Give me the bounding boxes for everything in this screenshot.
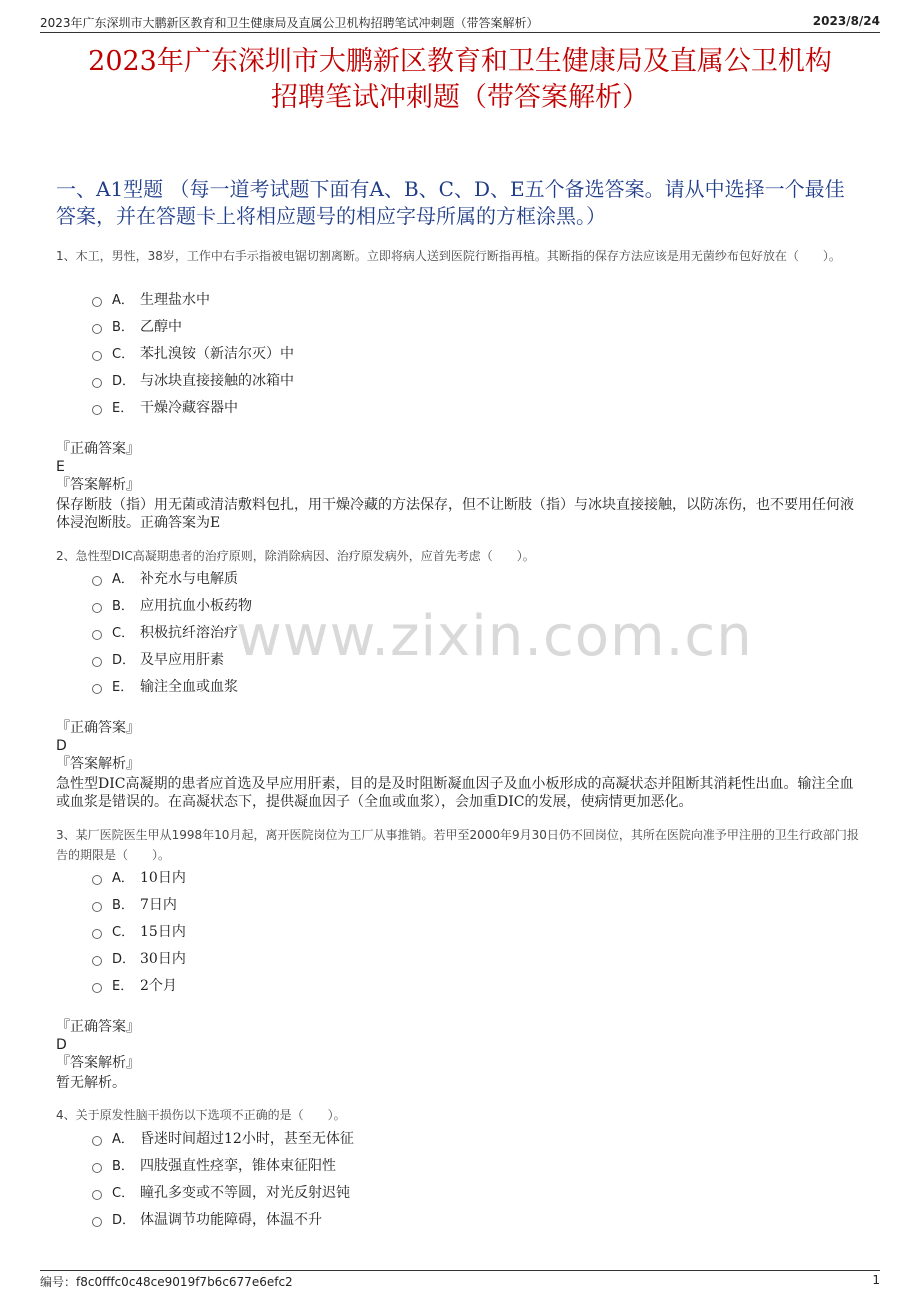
radio-icon[interactable] — [92, 1217, 102, 1227]
correct-answer-label: 『正确答案』 — [56, 720, 140, 736]
option-key: C． — [112, 925, 135, 940]
option-key: E． — [112, 979, 134, 994]
question-stem-1: 1、木工，男性，38岁，工作中右手示指被电锯切割离断。立即将病人送到医院行断指再植。其断指的保存方法应该是用无菌纱布包好放在（ ）。 — [56, 249, 841, 263]
option-4-b[interactable] — [92, 1151, 354, 1178]
document-title — [40, 44, 880, 116]
option-key: E． — [112, 680, 134, 695]
radio-icon[interactable] — [92, 684, 102, 694]
watermark: www.zixin.com.cn — [236, 604, 753, 669]
question-options-3 — [92, 863, 186, 998]
option-key: D． — [112, 952, 136, 967]
option-key: C． — [112, 626, 135, 641]
option-text: 7日内 — [140, 896, 177, 913]
option-text: 干燥冷藏容器中 — [140, 399, 238, 416]
option-1-d[interactable] — [92, 366, 294, 393]
option-key: C． — [112, 347, 135, 362]
option-key: D． — [112, 374, 136, 389]
option-text: 2个月 — [140, 977, 177, 994]
option-key: B． — [112, 1159, 134, 1174]
correct-answer-value: E — [56, 459, 65, 475]
option-text: 输注全血或血浆 — [140, 678, 238, 695]
option-2-c[interactable] — [92, 618, 252, 645]
option-text: 瞳孔多变或不等圆，对光反射迟钝 — [140, 1184, 350, 1201]
option-text: 体温调节功能障碍，体温不升 — [140, 1211, 322, 1228]
radio-icon[interactable] — [92, 405, 102, 415]
option-text: 30日内 — [140, 950, 186, 967]
radio-icon[interactable] — [92, 875, 102, 885]
radio-icon[interactable] — [92, 902, 102, 912]
correct-answer-value: D — [56, 738, 67, 754]
option-1-e[interactable] — [92, 393, 294, 420]
radio-icon[interactable] — [92, 1163, 102, 1173]
option-2-d[interactable] — [92, 645, 252, 672]
radio-icon[interactable] — [92, 378, 102, 388]
option-2-e[interactable] — [92, 672, 252, 699]
option-key: A． — [112, 293, 134, 308]
question-stem-4: 4、关于原发性脑干损伤以下选项不正确的是（ ）。 — [56, 1108, 346, 1122]
document-title-line-1: 2023年广东深圳市大鹏新区教育和卫生健康局及直属公卫机构 — [88, 46, 832, 77]
option-key: B． — [112, 599, 134, 614]
document-id: 编号：f8c0fffc0c48ce9019f7b6c677e6efc2 — [40, 1275, 293, 1289]
option-text: 补充水与电解质 — [140, 570, 238, 587]
radio-icon[interactable] — [92, 657, 102, 667]
explanation-label: 『答案解析』 — [56, 1055, 140, 1071]
explanation-label: 『答案解析』 — [56, 756, 140, 772]
section-heading: 一、A1型题 （每一道考试题下面有A、B、C、D、E五个备选答案。请从中选择一个最佳答案，并在答题卡上将相应题号的相应字母所属的方框涂黑。） — [56, 177, 845, 228]
option-text: 10日内 — [140, 869, 186, 886]
option-2-a[interactable] — [92, 564, 252, 591]
document-title-line-2: 招聘笔试冲刺题（带答案解析） — [271, 82, 649, 113]
page-header — [40, 12, 880, 33]
option-key: A． — [112, 572, 134, 587]
option-text: 昏迷时间超过12小时，甚至无体征 — [140, 1130, 354, 1147]
option-4-d[interactable] — [92, 1205, 354, 1232]
option-key: C． — [112, 1186, 135, 1201]
option-text: 苯扎溴铵（新洁尔灭）中 — [140, 345, 294, 362]
question-options-2 — [92, 564, 252, 699]
question-options-1 — [92, 285, 294, 420]
explanation-text: 保存断肢（指）用无菌或清洁敷料包扎，用干燥冷藏的方法保存，但不让断肢（指）与冰块直接接触，以防冻伤，也不要用任何液体浸泡断肢。正确答案为E — [56, 497, 854, 531]
explanation-label: 『答案解析』 — [56, 477, 140, 493]
option-3-e[interactable] — [92, 971, 186, 998]
page-number: 1 — [872, 1273, 880, 1287]
option-key: A． — [112, 871, 134, 886]
radio-icon[interactable] — [92, 1190, 102, 1200]
option-key: E． — [112, 401, 134, 416]
question-options-4 — [92, 1124, 354, 1232]
page-footer — [40, 1270, 880, 1291]
option-text: 生理盐水中 — [140, 291, 210, 308]
radio-icon[interactable] — [92, 1136, 102, 1146]
question-stem-3: 3、某厂医院医生甲从1998年10月起，离开医院岗位为工厂从事推销。若甲至2000年9月30日仍不回岗位，其所在医院向准予甲注册的卫生行政部门报告的期限是（ ）。 — [56, 828, 859, 862]
option-3-a[interactable] — [92, 863, 186, 890]
option-text: 及早应用肝素 — [140, 651, 224, 668]
correct-answer-label: 『正确答案』 — [56, 441, 140, 457]
option-text: 15日内 — [140, 923, 186, 940]
option-1-b[interactable] — [92, 312, 294, 339]
option-key: D． — [112, 1213, 136, 1228]
option-4-c[interactable] — [92, 1178, 354, 1205]
option-text: 积极抗纤溶治疗 — [140, 624, 238, 641]
correct-answer-label: 『正确答案』 — [56, 1019, 140, 1035]
radio-icon[interactable] — [92, 576, 102, 586]
option-3-b[interactable] — [92, 890, 186, 917]
radio-icon[interactable] — [92, 983, 102, 993]
question-stem-2: 2、急性型DIC高凝期患者的治疗原则，除消除病因、治疗原发病外，应首先考虑（ ）。 — [56, 549, 535, 563]
radio-icon[interactable] — [92, 603, 102, 613]
answer-block-1 — [56, 440, 864, 532]
radio-icon[interactable] — [92, 630, 102, 640]
option-3-d[interactable] — [92, 944, 186, 971]
option-1-c[interactable] — [92, 339, 294, 366]
radio-icon[interactable] — [92, 956, 102, 966]
radio-icon[interactable] — [92, 324, 102, 334]
header-date: 2023/8/24 — [812, 14, 880, 28]
option-key: B． — [112, 320, 134, 335]
option-key: A． — [112, 1132, 134, 1147]
option-text: 乙醇中 — [140, 318, 182, 335]
explanation-text: 急性型DIC高凝期的患者应首选及早应用肝素，目的是及时阻断凝血因子及血小板形成的高凝状态并阻断其消耗性出血。输注全血或血浆是错误的。在高凝状态下，提供凝血因子（全血或血浆），会加重DIC的发展，使病情更加恶化。 — [56, 776, 854, 810]
option-text: 与冰块直接接触的冰箱中 — [140, 372, 294, 389]
option-4-a[interactable] — [92, 1124, 354, 1151]
answer-block-2 — [56, 719, 864, 811]
option-text: 四肢强直性痉挛，锥体束征阳性 — [140, 1157, 336, 1174]
explanation-text: 暂无解析。 — [56, 1075, 126, 1091]
radio-icon[interactable] — [92, 351, 102, 361]
correct-answer-value: D — [56, 1037, 67, 1053]
radio-icon[interactable] — [92, 929, 102, 939]
option-key: D． — [112, 653, 136, 668]
option-2-b[interactable] — [92, 591, 252, 618]
header-document-title: 2023年广东深圳市大鹏新区教育和卫生健康局及直属公卫机构招聘笔试冲刺题（带答案解析） — [40, 16, 539, 30]
option-1-a[interactable] — [92, 285, 294, 312]
answer-block-3 — [56, 1018, 864, 1092]
radio-icon[interactable] — [92, 297, 102, 307]
option-3-c[interactable] — [92, 917, 186, 944]
option-key: B． — [112, 898, 134, 913]
option-text: 应用抗血小板药物 — [140, 597, 252, 614]
